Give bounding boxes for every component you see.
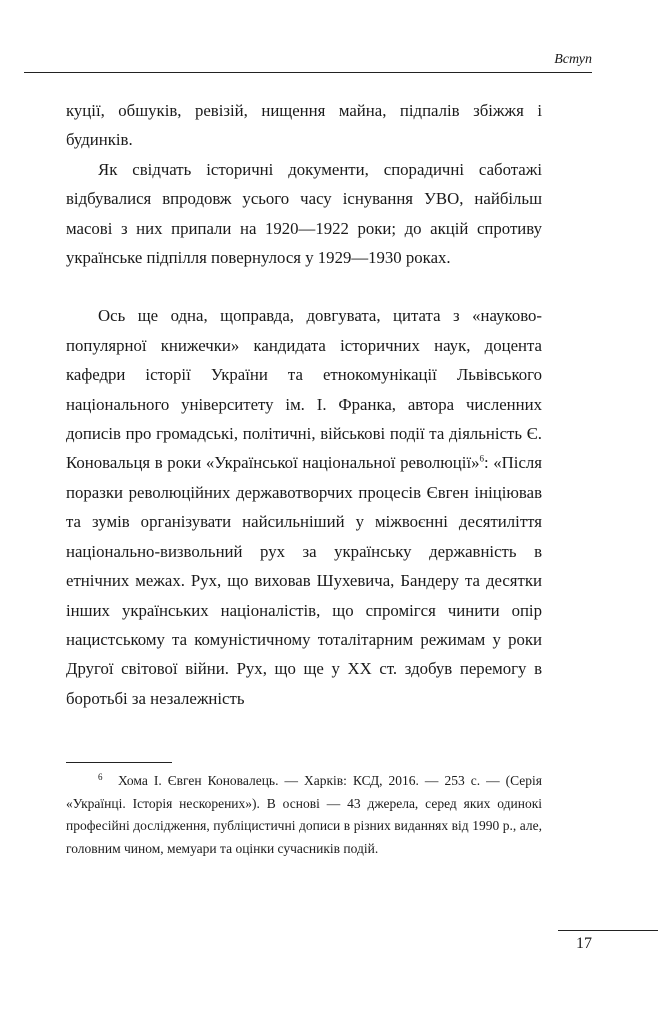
footer-rule	[558, 930, 658, 931]
footnote-reference[interactable]: 6	[479, 453, 484, 464]
footnote-text: Хома І. Євген Коновалець. — Харків: КСД, 2016. — 253 с. — (Серія «Українці. Історія нескорених»). В основі — 43 джерела, серед яких одинокі професійні дослідження, публіцистичні дописи в різних виданнях від 1990 р., але, головним чином, мемуари та оцінки сучасників подій.	[66, 773, 542, 856]
paragraph-continued: куції, обшуків, ревізій, нищення майна, підпалів збіжжя і будинків.	[66, 101, 542, 150]
page-number: 17	[576, 935, 592, 952]
running-header-title: Вступ	[554, 52, 592, 67]
paragraph: Як свідчать історичні документи, спорадичні саботажі відбувалися впродовж усього часу існування УВО, найбільш масові з них припали на 1920—1922 роки; до акцій спротиву українське підпілля повернулося у 1929—1930 роках.	[66, 159, 542, 268]
main-text	[66, 96, 542, 713]
footnote-separator	[66, 762, 172, 763]
paragraph-text-end: : «Після поразки революційних державотворчих процесів Євген ініціював та зумів організувати найсильніший у міжвоєнні десятиліття національно-визвольний рух за українську державність в етнічних межах. Рух, що виховав Шухевича, Бандеру та десятки інших українських націоналістів, що спромігся чинити опір нацистському та комуністичному тоталітарним режимам у роки Другої світової війни. Рух, що ще у XX ст. здобув перемогу в боротьбі за незалежність	[66, 453, 542, 708]
footnote-number: 6	[98, 772, 103, 782]
header-rule	[24, 72, 592, 73]
paragraph-text-start: Ось ще одна, щоправда, довгувата, цитата з «науково-популярної книжечки» кандидата історичних наук, доцента кафедри історії України та етнокомунікації Львівського національного університету ім. І. Франка, автора численних дописів про громадські, політичні, військові події та діяльність Є. Коновальця в роки «Української національної революції»	[66, 306, 542, 473]
footnote	[66, 770, 542, 860]
paragraph-quote	[66, 301, 542, 713]
